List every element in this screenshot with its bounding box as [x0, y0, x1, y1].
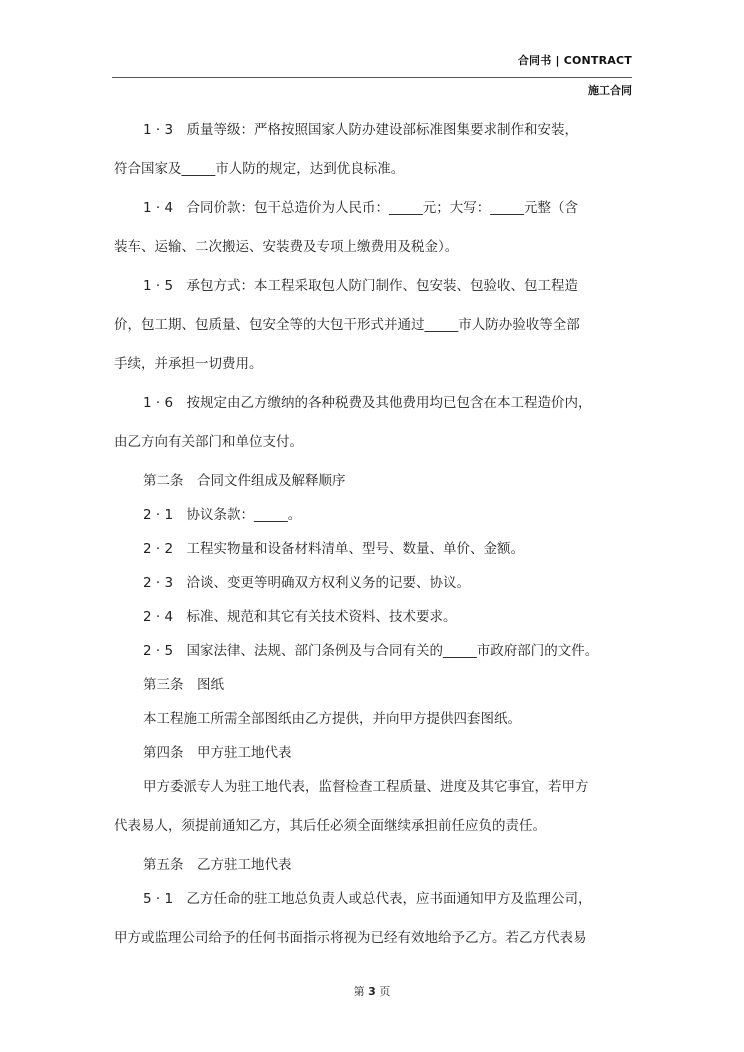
paragraph	[114, 537, 634, 571]
paragraph	[114, 639, 634, 673]
text-line: 1 · 4 合同价款：包干总造价为人民币：_____元；大写：_____元整（含	[143, 200, 579, 216]
text-line: 2 · 1 协议条款：_____。	[143, 507, 302, 523]
text-line: 第五条 乙方驻工地代表	[143, 857, 292, 873]
text-line: 符合国家及_____市人防的规定，达到优良标准。	[114, 161, 405, 177]
paragraph	[114, 469, 634, 503]
text-line: 2 · 5 国家法律、法规、部门条例及与合同有关的_____市政府部门的文件。	[143, 643, 599, 659]
paragraph	[114, 503, 634, 537]
text-line: 1 · 5 承包方式：本工程采取包人防门制作、包安装、包验收、包工程造	[143, 278, 579, 294]
text-line: 5 · 1 乙方任命的驻工地总负责人或总代表，应书面通知甲方及监理公司，	[143, 891, 592, 907]
paragraph	[114, 853, 634, 887]
footer-prefix: 第	[353, 985, 365, 998]
text-line: 第三条 图纸	[143, 677, 224, 693]
paragraph	[114, 196, 634, 274]
text-line: 第四条 甲方驻工地代表	[143, 745, 292, 761]
text-line: 2 · 3 洽谈、变更等明确双方权利义务的记要、协议。	[143, 575, 471, 591]
paragraph	[114, 391, 634, 469]
paragraph	[114, 707, 634, 741]
paragraph	[114, 887, 634, 965]
document-body	[114, 118, 634, 965]
text-line: 价，包工期、包质量、包安全等的大包干形式并通过_____市人防办验收等全部	[114, 317, 580, 333]
page-number: 3	[368, 985, 376, 998]
text-line: 1 · 3 质量等级：严格按照国家人防办建设部标准图集要求制作和安装，	[143, 122, 579, 138]
text-line: 2 · 4 标准、规范和其它有关技术资料、技术要求。	[143, 609, 457, 625]
text-line: 甲方委派专人为驻工地代表，监督检查工程质量、进度及其它事宜，若甲方	[143, 779, 589, 795]
header-title: 合同书 | CONTRACT	[517, 54, 632, 67]
footer-suffix: 页	[379, 985, 391, 998]
paragraph	[114, 274, 634, 391]
paragraph	[114, 673, 634, 707]
paragraph	[114, 605, 634, 639]
text-line: 甲方或监理公司给予的任何书面指示将视为已经有效地给予乙方。若乙方代表易	[114, 930, 587, 946]
text-line: 本工程施工所需全部图纸由乙方提供，并向甲方提供四套图纸。	[143, 711, 521, 727]
paragraph	[114, 571, 634, 605]
text-line: 第二条 合同文件组成及解释顺序	[143, 473, 346, 489]
text-line: 代表易人，须提前通知乙方，其后任必须全面继续承担前任应负的责任。	[114, 818, 546, 834]
paragraph	[114, 741, 634, 775]
text-line: 1 · 6 按规定由乙方缴纳的各种税费及其他费用均已包含在本工程造价内，	[143, 395, 592, 411]
text-line: 2 · 2 工程实物量和设备材料清单、型号、数量、单价、金额。	[143, 541, 525, 557]
paragraph	[114, 118, 634, 196]
text-line: 手续，并承担一切费用。	[114, 356, 263, 372]
text-line: 装车、运输、二次搬运、安装费及专项上缴费用及税金）。	[114, 239, 459, 255]
page-footer	[0, 983, 744, 999]
header-divider	[112, 77, 632, 78]
text-line: 由乙方向有关部门和单位支付。	[114, 434, 303, 450]
header-subtitle: 施工合同	[588, 84, 632, 97]
paragraph	[114, 775, 634, 853]
